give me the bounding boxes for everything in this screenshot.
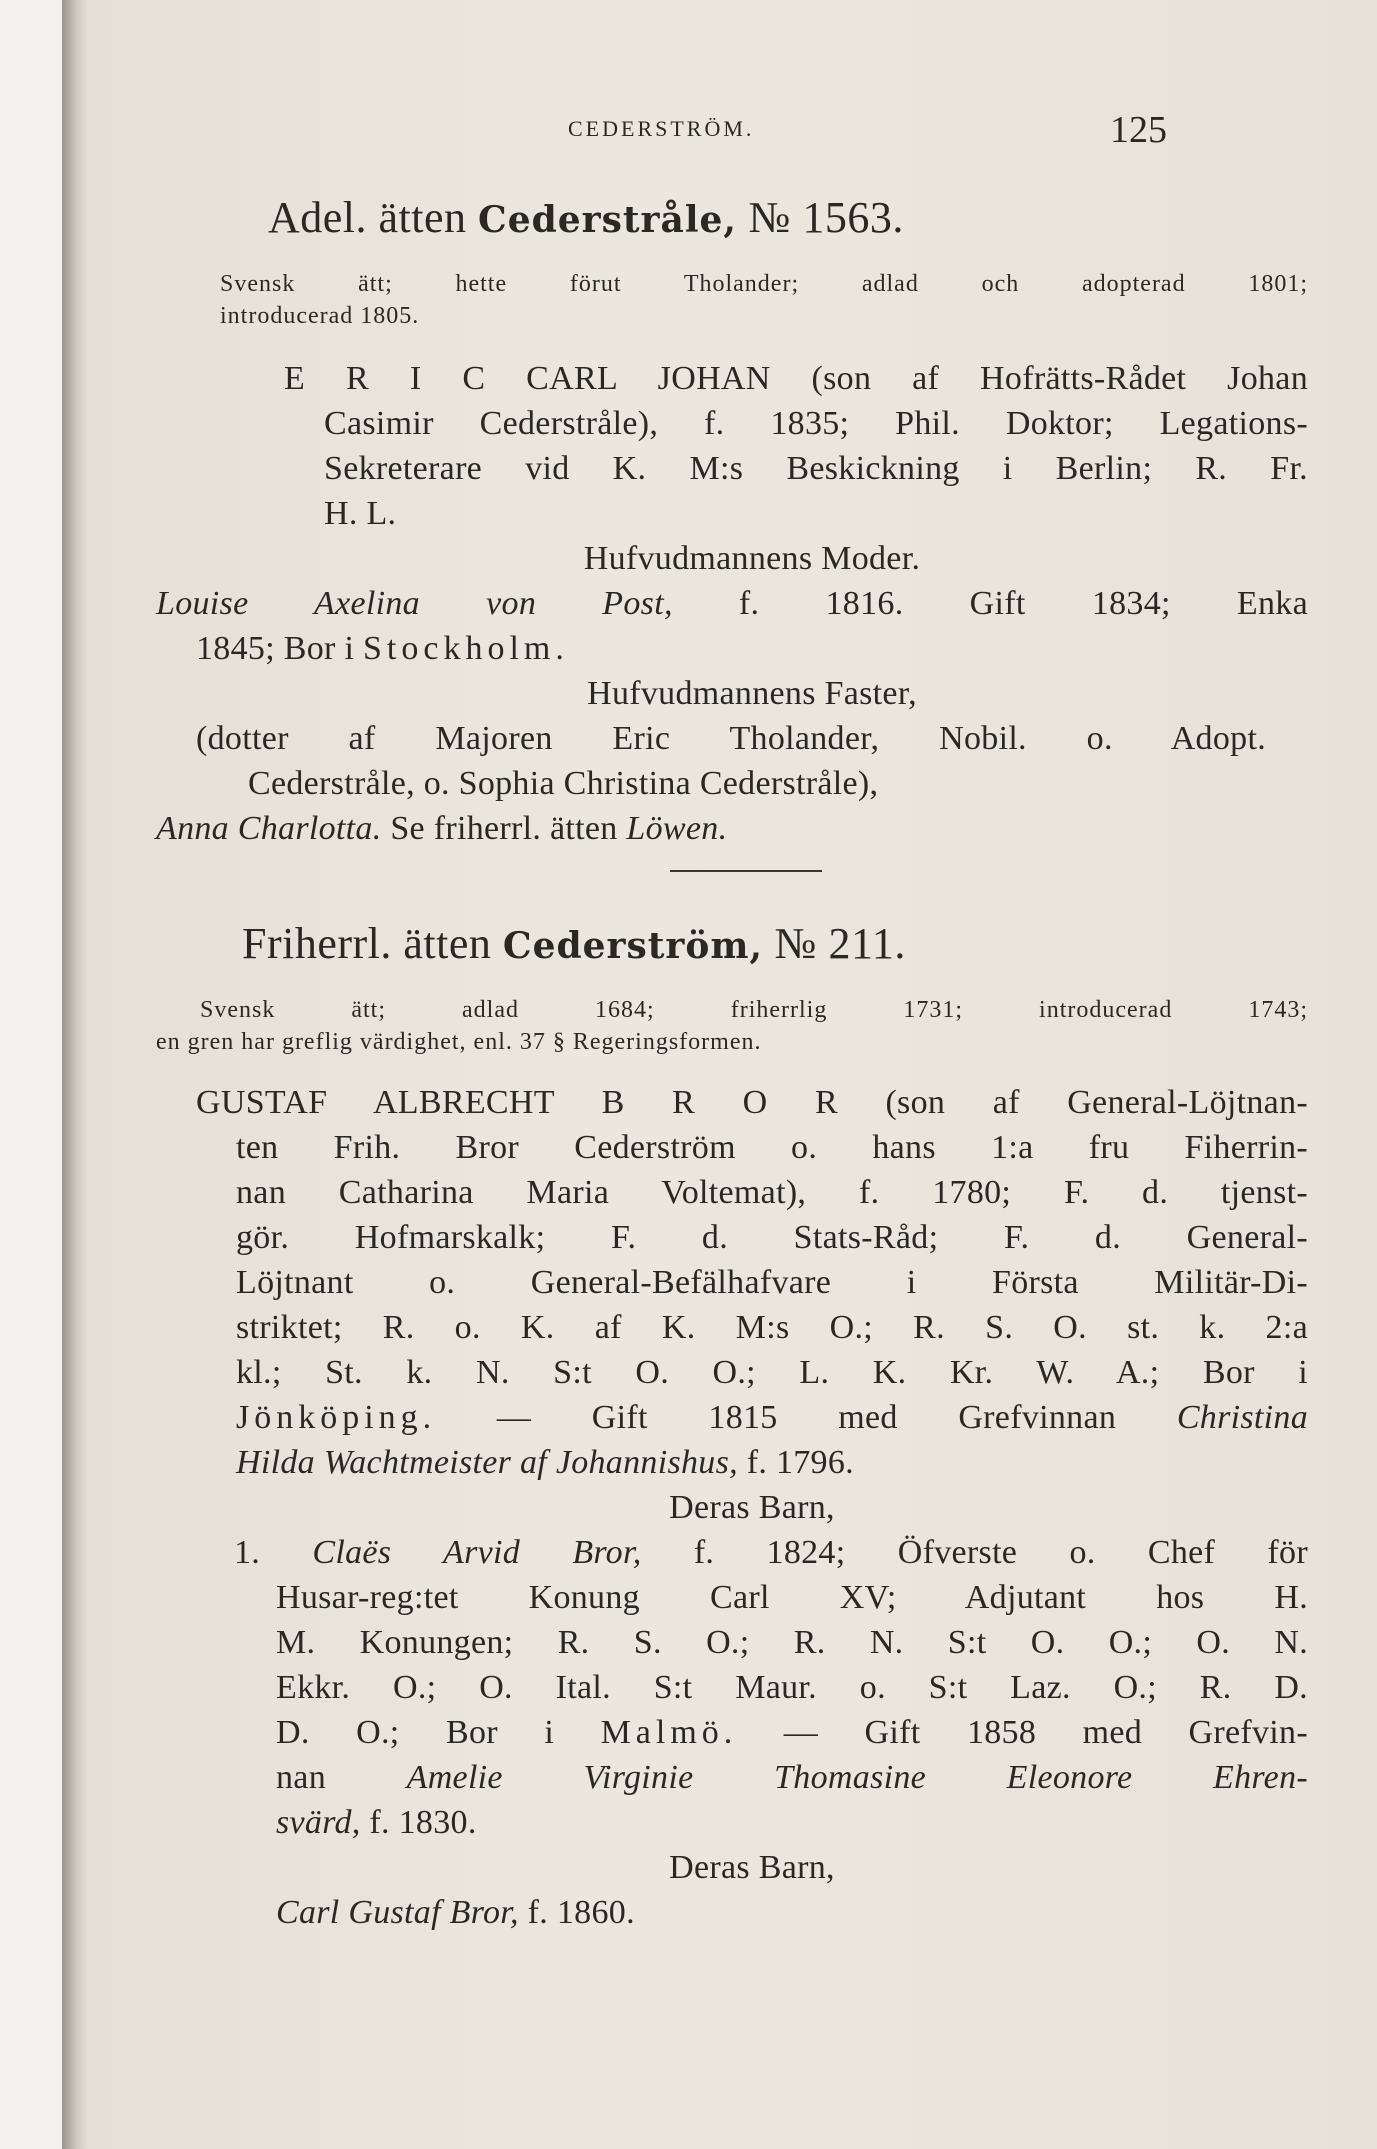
heading-prefix: Friherrl. ätten <box>242 919 492 968</box>
page-number: 125 <box>1110 109 1167 151</box>
entry-line: E R I C CARL JOHAN (son af Hofrätts-Rådet Johan <box>284 360 1308 397</box>
scan-margin <box>0 0 62 2149</box>
person-name: Claës Arvid Bror, <box>312 1534 642 1571</box>
family-name: Cederstråle, <box>478 199 737 241</box>
entry-line: kl.; St. k. N. S:t O. O.; L. K. Kr. W. A.; Bor i <box>236 1354 1308 1391</box>
heading-number: № 1563. <box>748 193 904 242</box>
book-page <box>88 0 1377 2149</box>
family-name: Cederström, <box>502 925 764 967</box>
family-intro <box>220 268 1308 332</box>
entry-carl-gustaf-bror: Carl Gustaf Bror, f. 1860. <box>276 1894 635 1931</box>
entry-line: Anna Charlotta. Se friherrl. ätten Löwen. <box>156 810 728 847</box>
person-name: Hilda Wachtmeister af Johannishus, <box>236 1444 738 1481</box>
place-name: Stockholm. <box>363 630 569 667</box>
entry-gustaf-albrecht-bror <box>196 1080 1308 1485</box>
section-divider <box>670 870 822 872</box>
entry-line: striktet; R. o. K. af K. M:s O.; R. S. O. st. k. 2:a <box>236 1309 1308 1346</box>
entry-line: Jönköping. — Gift 1815 med Grefvinnan Christina <box>236 1399 1308 1436</box>
mother-heading: Hufvudmannens Moder. <box>583 540 921 577</box>
intro-line: Svensk ätt; hette förut Tholander; adlad och adopterad 1801; <box>220 271 1308 297</box>
section-heading-cederstrale <box>268 192 904 243</box>
entry-line: Husar-reg:tet Konung Carl XV; Adjutant hos H. <box>276 1579 1308 1616</box>
entry-line: nan Catharina Maria Voltemat), f. 1780; F. d. tjenst- <box>236 1174 1308 1211</box>
entry-line: (dotter af Majoren Eric Tholander, Nobil. o. Adopt. <box>196 720 1266 757</box>
entry-line: svärd, f. 1830. <box>276 1804 477 1841</box>
place-name: Jönköping. <box>236 1399 437 1436</box>
entry-line: Casimir Cederstråle), f. 1835; Phil. Doktor; Legations- <box>324 405 1308 442</box>
entry-line: ten Frih. Bror Cederström o. hans 1:a fru Fiherrin- <box>236 1129 1308 1166</box>
intro-line: Svensk ätt; adlad 1684; friherrlig 1731; introducerad 1743; <box>200 997 1308 1023</box>
person-name: Christina <box>1176 1399 1308 1436</box>
entry-claes-arvid-bror <box>234 1530 1308 1845</box>
intro-line: introducerad 1805. <box>220 303 420 329</box>
running-head <box>88 110 1377 150</box>
person-name: Anna Charlotta. <box>156 810 382 847</box>
person-name: Carl Gustaf Bror, <box>276 1894 519 1931</box>
intro-line: en gren har greflig värdighet, enl. 37 § Regeringsformen. <box>156 1029 762 1055</box>
entry-line: Hilda Wachtmeister af Johannishus, f. 1796. <box>236 1444 854 1481</box>
family-intro <box>156 994 1308 1058</box>
family-reference: Löwen. <box>626 810 728 847</box>
entry-aunt <box>156 716 1266 851</box>
page-gutter-shadow <box>62 0 88 2149</box>
entry-line: GUSTAF ALBRECHT B R O R (son af General-Löjtnan- <box>196 1084 1308 1121</box>
entry-line: H. L. <box>324 495 397 532</box>
person-name: Louise Axelina von Post, <box>156 585 673 622</box>
entry-line: 1845; Bor i Stockholm. <box>196 630 569 667</box>
grandchildren-heading: Deras Barn, <box>669 1849 835 1886</box>
list-number: 1. <box>234 1534 261 1571</box>
entry-eric-carl-johan <box>196 356 1308 536</box>
entry-line: 1. Claës Arvid Bror, f. 1824; Öfverste o. Chef för <box>234 1534 1308 1571</box>
person-name: Amelie Virginie Thomasine Eleonore Ehren- <box>406 1759 1308 1796</box>
person-name: svärd, <box>276 1804 361 1841</box>
entry-line: gör. Hofmarskalk; F. d. Stats-Råd; F. d. General- <box>236 1219 1308 1256</box>
aunt-heading: Hufvudmannens Faster, <box>587 675 917 712</box>
place-name: Malmö. <box>600 1714 738 1751</box>
entry-mother <box>156 581 1308 671</box>
heading-prefix: Adel. ätten <box>268 193 467 242</box>
entry-line: Ekkr. O.; O. Ital. S:t Maur. o. S:t Laz. O.; R. D. <box>276 1669 1308 1706</box>
section-heading-cederstrom <box>242 918 906 969</box>
entry-line: D. O.; Bor i Malmö. — Gift 1858 med Grefvin- <box>276 1714 1308 1751</box>
entry-line: M. Konungen; R. S. O.; R. N. S:t O. O.; O. N. <box>276 1624 1308 1661</box>
entry-line: Cederstråle, o. Sophia Christina Cederstråle), <box>248 765 879 802</box>
children-heading: Deras Barn, <box>669 1489 835 1526</box>
entry-line: Löjtnant o. General-Befälhafvare i Första Militär-Di- <box>236 1264 1308 1301</box>
entry-line: Sekreterare vid K. M:s Beskickning i Berlin; R. Fr. <box>324 450 1308 487</box>
entry-line: Louise Axelina von Post, f. 1816. Gift 1834; Enka <box>156 585 1308 622</box>
entry-line: nan Amelie Virginie Thomasine Eleonore Ehren- <box>276 1759 1308 1796</box>
heading-number: № 211. <box>774 919 906 968</box>
running-head-title: CEDERSTRÖM. <box>568 116 755 141</box>
